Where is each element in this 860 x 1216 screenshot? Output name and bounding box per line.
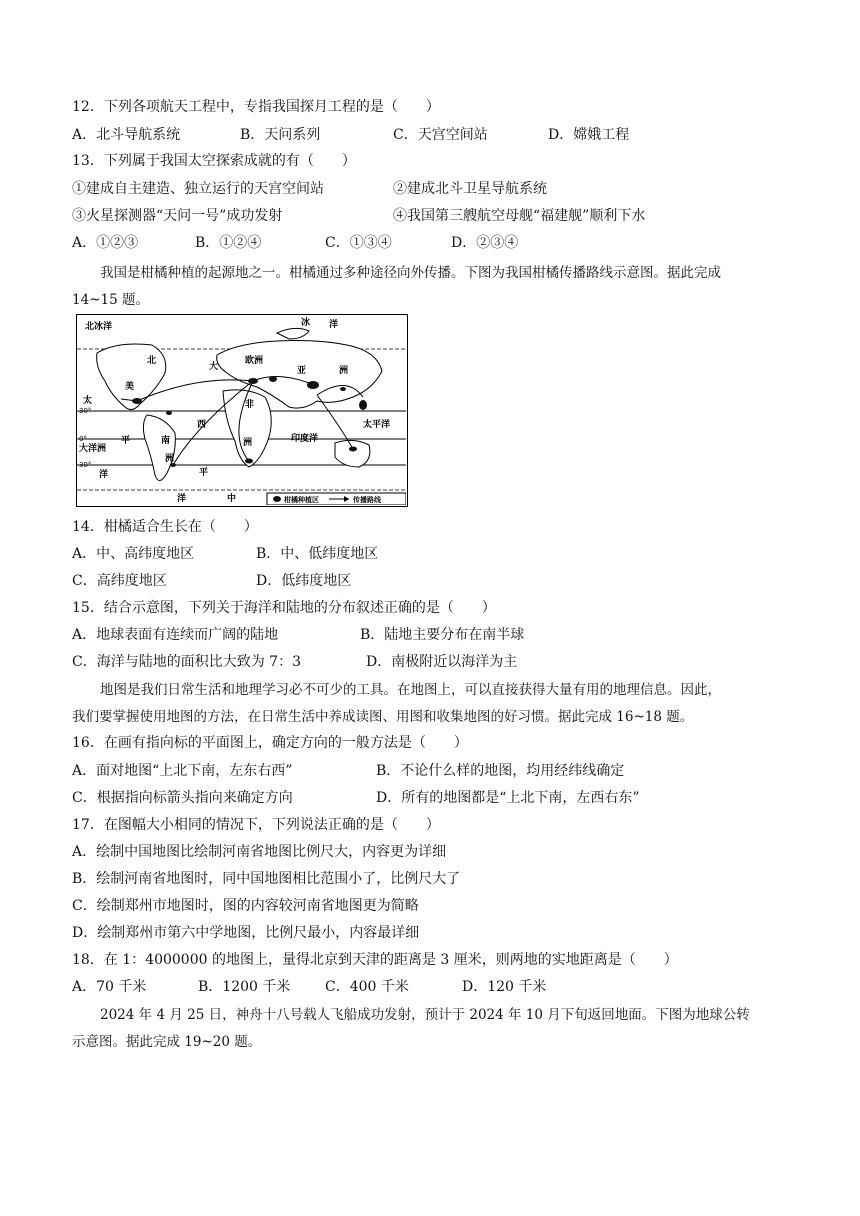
map-label-nan: 南: [161, 436, 171, 446]
question-13-stem: 13．下列属于我国太空探索成就的有（ ）: [72, 153, 356, 169]
q14-option-c: C．高纬度地区: [72, 573, 167, 589]
q13-option-c: C．①③④: [325, 235, 392, 251]
q13-option-d: D．②③④: [451, 235, 519, 251]
q17-option-c: C．绘制郑州市地图时，图的内容较河南省地图更为简略: [72, 898, 419, 914]
map-label-europe: 欧洲: [245, 356, 264, 366]
q14-option-d: D．低纬度地区: [256, 573, 352, 589]
map-label-mei: 美: [125, 382, 135, 392]
q15-option-d: D．南极附近以海洋为主: [366, 654, 518, 670]
map-label-pacific: 太平洋: [363, 420, 391, 430]
q15-option-c: C．海洋与陆地的面积比大致为 7：3: [72, 654, 301, 670]
intro-14-15-line2: 14~15 题。: [72, 292, 149, 308]
intro-19-20-line1: 2024 年 4 月 25 日，神舟十八号载人飞船成功发射，预计于 2024 年 10 月下旬返回地面。下图为地球公转: [100, 1007, 750, 1023]
q18-option-c: C．400 千米: [325, 979, 409, 995]
intro-19-20-line2: 示意图。据此完成 19~20 题。: [72, 1034, 262, 1050]
q12-option-b: B．天问系列: [240, 127, 321, 143]
map-label-tai1: 太: [83, 396, 93, 406]
map-label-yang2: 洋: [99, 470, 109, 480]
map-label-indian: 印度洋: [291, 434, 319, 444]
legend-citrus-area: 柑橘种植区: [284, 496, 319, 504]
q14-option-b: B．中、低纬度地区: [256, 546, 379, 562]
map-label-yang1: 洋: [329, 320, 339, 330]
lat-label-30n: 30°: [79, 407, 92, 415]
q16-option-b: B．不论什么样的地图，均用经纬线确定: [376, 763, 625, 779]
q17-option-d: D．绘制郑州市第六中学地图，比例尺最小，内容最详细: [72, 925, 420, 941]
q18-option-d: D．120 千米: [462, 979, 547, 995]
map-label-bing: 冰: [301, 318, 311, 328]
world-map-figure: [77, 315, 406, 505]
q12-option-c: C．天宫空间站: [393, 127, 488, 143]
map-label-zhou1: 洲: [339, 366, 349, 376]
q16-option-c: C．根据指向标箭头指向来确定方向: [72, 790, 293, 806]
intro-14-15-line1: 我国是柑橘种植的起源地之一。柑橘通过多种途径向外传播。下图为我国柑橘传播路线示意图。据此完成: [100, 265, 721, 281]
q16-option-d: D．所有的地图都是“上北下南，左西右东”: [376, 790, 640, 806]
q14-option-a: A．中、高纬度地区: [72, 546, 195, 562]
question-14-stem: 14．柑橘适合生长在（ ）: [72, 519, 258, 535]
q18-option-a: A．70 千米: [72, 979, 147, 995]
map-label-ping2: 平: [199, 468, 209, 478]
q18-option-b: B．1200 千米: [198, 979, 291, 995]
citrus-spread-map: [76, 314, 408, 507]
q17-option-b: B．绘制河南省地图时，同中国地图相比范围小了，比例尺大了: [72, 871, 461, 887]
map-label-bei: 北: [147, 356, 157, 366]
question-18-stem: 18．在 1：4000000 的地图上，量得北京到天津的距离是 3 厘米，则两地的实地距离是（ ）: [72, 952, 678, 968]
map-label-fei: 非: [245, 400, 255, 410]
q13-item-3: ③火星探测器“天问一号”成功发射: [72, 208, 283, 224]
lat-label-30s: 30°: [79, 461, 92, 469]
lat-label-0: 0°: [79, 435, 87, 443]
intro-19-20: [72, 1002, 797, 1056]
q13-item-4: ④我国第三艘航空母舰“福建舰”顺利下水: [393, 208, 646, 224]
question-17-stem: 17．在图幅大小相同的情况下，下列说法正确的是（ ）: [72, 817, 440, 833]
q15-option-a: A．地球表面有连续而广阔的陆地: [72, 627, 279, 643]
map-label-da: 大: [209, 362, 219, 372]
legend-citrus-symbol: [273, 496, 281, 502]
map-label-oceania: 大洋洲: [79, 444, 107, 454]
question-12-stem: 12．下列各项航天工程中，专指我国探月工程的是（ ）: [72, 99, 440, 115]
map-label-ya: 亚: [297, 366, 307, 376]
q13-option-a: A．①②③: [72, 235, 139, 251]
q17-option-a: A．绘制中国地图比绘制河南省地图比例尺大，内容更为详细: [72, 844, 447, 860]
intro-16-18: [72, 677, 797, 731]
q15-option-b: B．陆地主要分布在南半球: [360, 627, 525, 643]
q13-item-1: ①建成自主建造、独立运行的天宫空间站: [72, 181, 324, 197]
map-label-ping1: 平: [121, 436, 131, 446]
map-label-arctic: 北冰洋: [85, 322, 113, 332]
map-label-zhou2: 洲: [243, 438, 253, 448]
legend-route: 传播路线: [353, 496, 381, 504]
intro-14-15: [72, 260, 797, 314]
q12-option-d: D．嫦娥工程: [548, 127, 630, 143]
question-15-stem: 15．结合示意图，下列关于海洋和陆地的分布叙述正确的是（ ）: [72, 600, 496, 616]
q16-option-a: A．面对地图“上北下南，左东右西”: [72, 763, 293, 779]
map-label-yang3: 洋: [177, 494, 187, 504]
map-label-zhong: 中: [227, 494, 237, 504]
map-label-zhou3: 洲: [165, 454, 175, 464]
q13-option-b: B．①②④: [195, 235, 262, 251]
q13-item-2: ②建成北斗卫星导航系统: [393, 181, 547, 197]
q12-option-a: A．北斗导航系统: [72, 127, 181, 143]
map-label-xi: 西: [197, 420, 207, 430]
intro-16-18-line1: 地图是我们日常生活和地理学习必不可少的工具。在地图上，可以直接获得大量有用的地理信息。因此，: [100, 682, 721, 698]
question-16-stem: 16．在画有指向标的平面图上，确定方向的一般方法是（ ）: [72, 735, 468, 751]
intro-16-18-line2: 我们要掌握使用地图的方法，在日常生活中养成读图、用图和收集地图的好习惯。据此完成 16~18 题。: [72, 709, 694, 725]
